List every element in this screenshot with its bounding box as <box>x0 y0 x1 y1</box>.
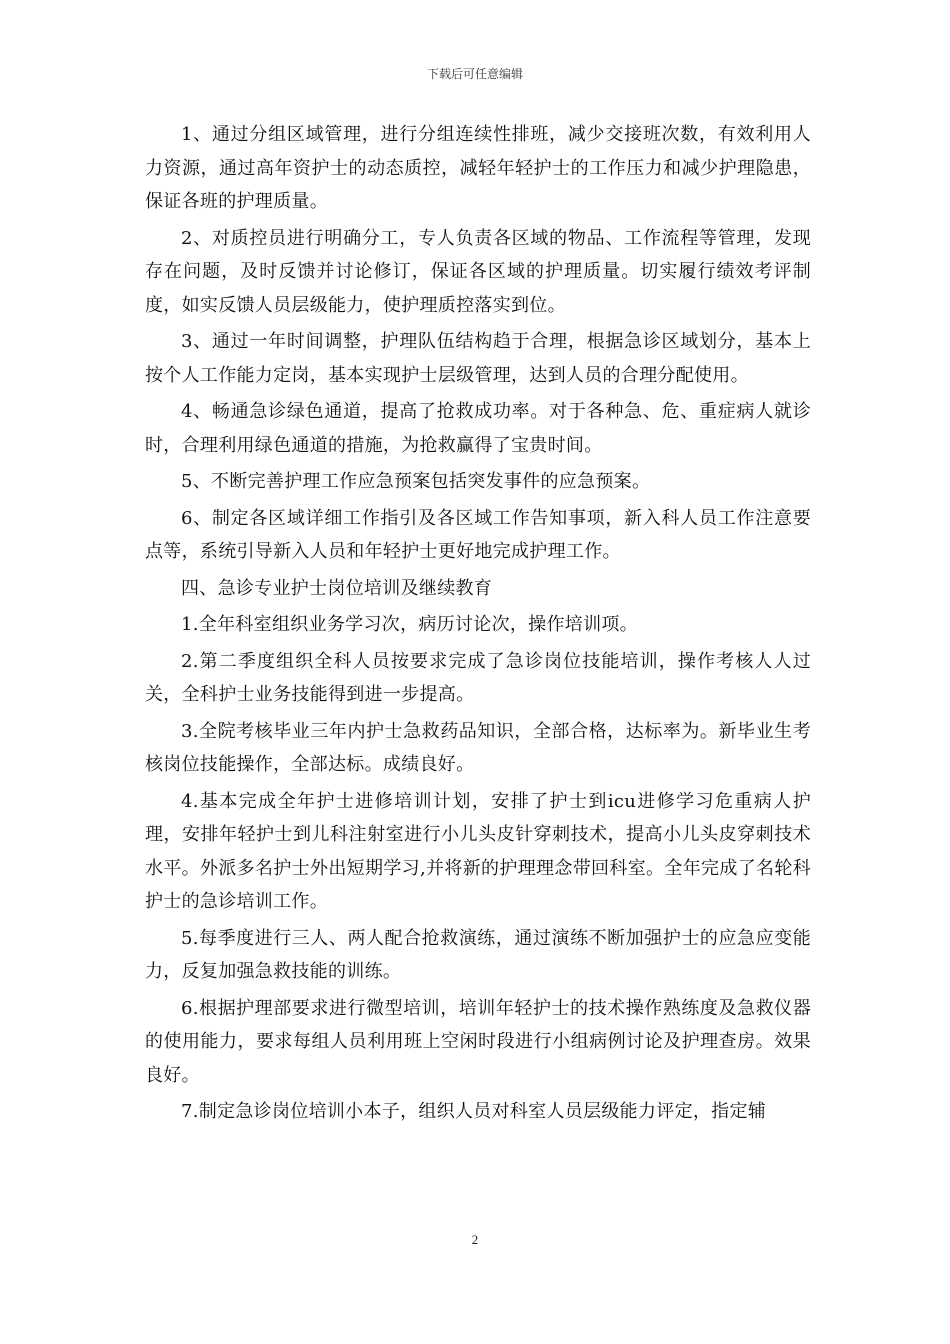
paragraph-7: 1.全年科室组织业务学习次，病历讨论次，操作培训项。 <box>181 614 638 635</box>
page-header: 下载后可任意编辑 <box>426 67 523 81</box>
paragraph-13: 7.制定急诊岗位培训小本子，组织人员对科室人员层级能力评定，指定辅 <box>181 1101 767 1122</box>
paragraph-1: 1、通过分组区域管理，进行分组连续性排班，减少交接班次数，有效利用人力资源，通过高年资护士的动态质控，减轻年轻护士的工作压力和减少护理隐患，保证各班的护理质量。 <box>145 124 811 212</box>
paragraph-5: 5、不断完善护理工作应急预案包括突发事件的应急预案。 <box>181 471 651 492</box>
paragraph-11: 5.每季度进行三人、两人配合抢救演练，通过演练不断加强护士的应急应变能力，反复加强急救技能的训练。 <box>145 927 811 982</box>
paragraph-2: 2、对质控员进行明确分工，专人负责各区域的物品、工作流程等管理，发现存在问题，及时反馈并讨论修订，保证各区域的护理质量。切实履行绩效考评制度，如实反馈人员层级能力，使护理质控落实到位。 <box>145 227 811 316</box>
paragraph-6: 6、制定各区域详细工作指引及各区域工作告知事项，新入科人员工作注意要点等，系统引导新入人员和年轻护士更好地完成护理工作。 <box>145 507 811 562</box>
paragraph-9: 3.全院考核毕业三年内护士急救药品知识，全部合格，达标率为。新毕业生考核岗位技能操作，全部达标。成绩良好。 <box>145 720 811 775</box>
section-heading: 四、急诊专业护士岗位培训及继续教育 <box>181 577 493 599</box>
paragraph-10: 4.基本完成全年护士进修培训计划，安排了护士到icu进修学习危重病人护理，安排年轻护士到儿科注射室进行小儿头皮针穿刺技术，提高小儿头皮穿刺技术水平。外派多名护士外出短期学习,并将新的护理理念带回科室。全年完成了名轮科护士的急诊培训工作。 <box>145 790 811 912</box>
paragraph-8: 2.第二季度组织全科人员按要求完成了急诊岗位技能培训，操作考核人人过关，全科护士业务技能得到进一步提高。 <box>145 650 811 705</box>
document-body <box>145 118 811 1132</box>
page-number: 2 <box>471 1232 479 1247</box>
paragraph-4: 4、畅通急诊绿色通道，提高了抢救成功率。对于各种急、危、重症病人就诊时，合理利用绿色通道的措施，为抢救赢得了宝贵时间。 <box>145 401 811 456</box>
paragraph-12: 6.根据护理部要求进行微型培训，培训年轻护士的技术操作熟练度及急救仪器的使用能力，要求每组人员利用班上空闲时段进行小组病例讨论及护理查房。效果良好。 <box>145 997 811 1086</box>
paragraph-3: 3、通过一年时间调整，护理队伍结构趋于合理，根据急诊区域划分，基本上按个人工作能力定岗，基本实现护士层级管理，达到人员的合理分配使用。 <box>145 331 811 386</box>
